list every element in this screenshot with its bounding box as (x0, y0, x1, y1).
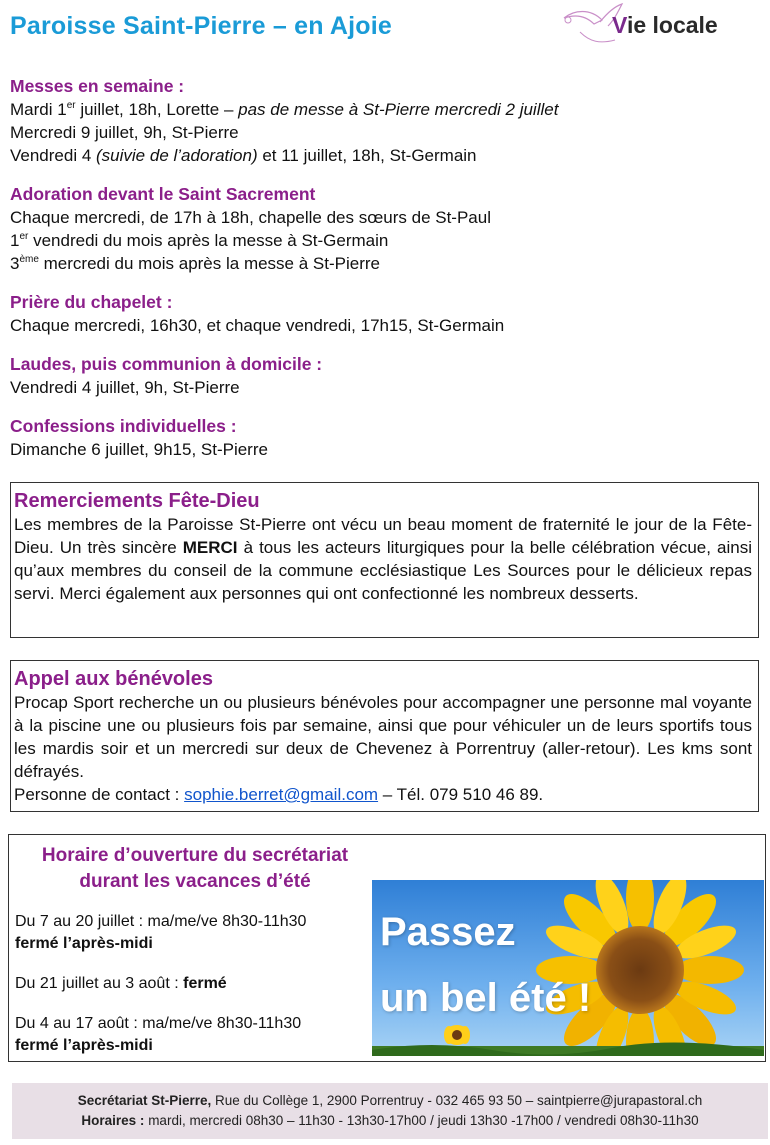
logo-text: Vie locale (612, 12, 718, 38)
laudes-heading: Laudes, puis communion à domicile : (10, 354, 323, 374)
bel-ete-text: un bel été ! (380, 976, 592, 1020)
messes-section (10, 75, 558, 167)
horaire-period-1: Du 7 au 20 juillet : ma/me/ve 8h30-11h30 fermé l’après-midi (15, 913, 307, 952)
chapelet-section (10, 291, 504, 337)
benevoles-box (10, 660, 759, 812)
horaire-title: Horaire d’ouverture du secrétariat durant les vacances d’été (41, 845, 349, 892)
confessions-line-1: Dimanche 6 juillet, 9h15, St-Pierre (10, 440, 268, 459)
remerciements-title: Remerciements Fête-Dieu (14, 490, 260, 512)
sunflower-image (372, 880, 764, 1056)
footer-address: Secrétariat St-Pierre, Rue du Collège 1, 2900 Porrentruy - 032 465 93 50 – saintpierre@jurapastoral.ch (77, 1093, 703, 1108)
messes-line-2: Mercredi 9 juillet, 9h, St-Pierre (10, 123, 239, 142)
adoration-line-1: Chaque mercredi, de 17h à 18h, chapelle des sœurs de St-Paul (10, 208, 491, 227)
messes-heading: Messes en semaine : (10, 76, 185, 96)
horaire-period-2: Du 21 juillet au 3 août : fermé (15, 975, 227, 992)
laudes-section (10, 353, 322, 399)
remerciements-box (10, 482, 759, 638)
chapelet-heading: Prière du chapelet : (10, 292, 173, 312)
adoration-section (10, 183, 491, 275)
chapelet-line-1: Chaque mercredi, 16h30, et chaque vendredi, 17h15, St-Germain (10, 316, 505, 335)
footer-hours: Horaires : mardi, mercredi 08h30 – 11h30 - 13h30-17h00 / jeudi 13h30 -17h00 / vendredi 08h30-11h30 (81, 1113, 699, 1128)
footer (12, 1083, 768, 1139)
passez-text: Passez (380, 910, 516, 954)
benevoles-body: Procap Sport recherche un ou plusieurs bénévoles pour accompagner une personne mal voyante à la piscine une ou plusieurs fois par semaine, ainsi que pour véhiculer un de leurs sportifs tous les mardis soir et un mercredi sur deux de Chevenez à Porrentruy (aller-retour). Les kms sont défrayés. (14, 693, 752, 781)
adoration-line-2: 1er vendredi du mois après la messe à St-Germain (10, 231, 389, 250)
benevoles-title: Appel aux bénévoles (14, 668, 213, 690)
confessions-heading: Confessions individuelles : (10, 416, 237, 436)
adoration-heading: Adoration devant le Saint Sacrement (10, 184, 316, 204)
contact-email-link[interactable]: sophie.berret@gmail.com (184, 785, 379, 804)
remerciements-body: Les membres de la Paroisse St-Pierre ont vécu un beau moment de fraternité le jour de la Fête-Dieu. Un très sincère MERCI à tous les acteurs liturgiques pour la belle célébration vécue, ainsi qu’aux membres du conseil de la commune ecclésiastique Les Sources pour le délicieux repas servi. Merci également aux personnes qui ont confectionné les nombreux desserts. (14, 515, 752, 603)
benevoles-contact: Personne de contact : sophie.berret@gmail.com – Tél. 079 510 46 89. (14, 785, 544, 804)
page-title: Paroisse Saint-Pierre – en Ajoie (10, 12, 393, 40)
horaire-period-3: Du 4 au 17 août : ma/me/ve 8h30-11h30 fermé l’après-midi (15, 1015, 302, 1054)
laudes-line-1: Vendredi 4 juillet, 9h, St-Pierre (10, 378, 240, 397)
adoration-line-3: 3ème mercredi du mois après la messe à St-Pierre (10, 254, 380, 273)
messes-line-1: Mardi 1er juillet, 18h, Lorette – pas de messe à St-Pierre mercredi 2 juillet (10, 100, 559, 119)
confessions-section (10, 415, 268, 461)
messes-line-3: Vendredi 4 (suivie de l’adoration) et 11 juillet, 18h, St-Germain (10, 146, 477, 165)
